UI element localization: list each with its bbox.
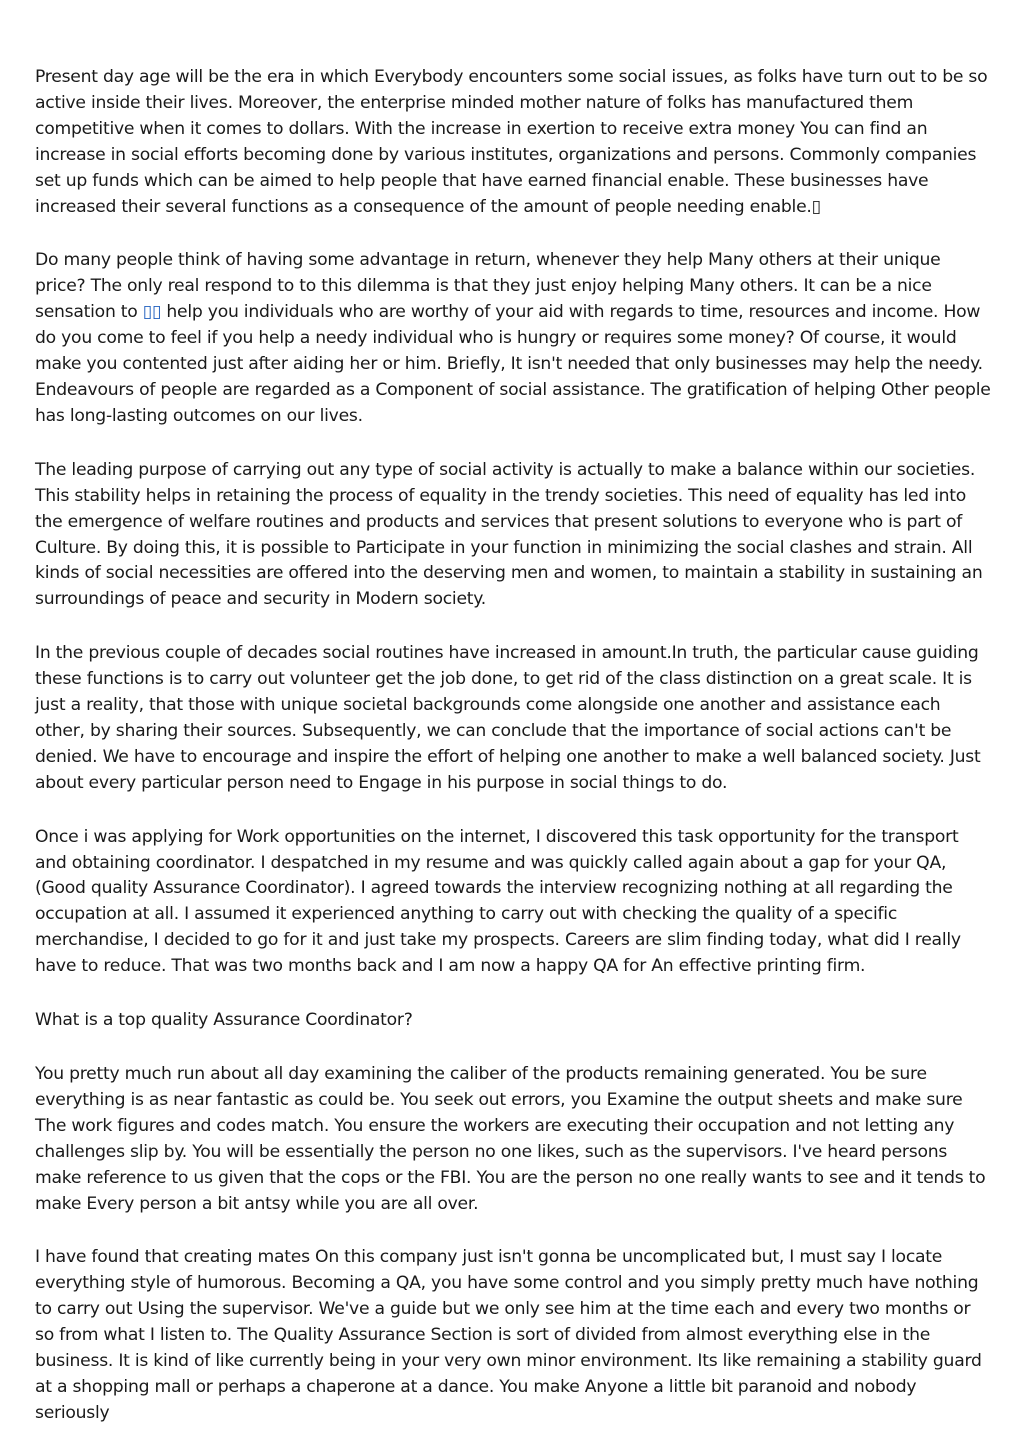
paragraph-6: You pretty much run about all day examining the caliber of the products remaining generated. You be sure everything is as near fantastic as could be. You seek out errors, you Examine the output sheets and make sure The work figures and codes match. You ensure the workers are executing their occupation and not letting any challenges slip by. You will be essentially the person no one likes, such as the supervisors. I've heard persons make reference to us given that the cops or the FBI. You are the person no one really wants to see and it tends to make Every person a bit antsy while you are all over. xyxy=(35,1064,986,1214)
paragraph-3: The leading purpose of carrying out any type of social activity is actually to make a balance within our societies. This stability helps in retaining the process of equality in the trendy societies. This need of equality has led into the emergence of welfare routines and products and services that present solutions to everyone who is part of Culture. By doing this, it is possible to Participate in your function in minimizing the social clashes and strain. All kinds of social necessities are offered into the deserving men and women, to maintain a stability in sustaining an surroundings of peace and security in Modern society. xyxy=(35,459,983,610)
paragraph-4: In the previous couple of decades social routines have increased in amount.In truth, the particular cause guiding these functions is to carry out volunteer get the job done, to get rid of the class distinction on a great scale. It is just a reality, that those with unique societal backgrounds come alongside one another and assistance each other, by sharing their sources. Subsequently, we can conclude that the importance of social actions can't be denied. We have to encourage and inspire the effort of helping one another to make a well balanced society. Just about every particular person need to Engage in his purpose in social things to do. xyxy=(35,643,981,793)
paragraph-2-text-after: help you individuals who are worthy of your aid with regards to time, resources and income. How do you come to feel if you help a needy individual who is hungry or requires some money? Of course, it would make you contented just after aiding her or him. Briefly, It isn't needed that only businesses may help the needy. Endeavours of people are regarded as a Component of social assistance. The gratification of helping Other people has long-lasting outcomes on our lives. xyxy=(35,302,991,426)
paragraph-2 xyxy=(35,248,993,429)
paragraph-5: Once i was applying for Work opportunities on the internet, I discovered this task opportunity for the transport and obtaining coordinator. I despatched in my resume and was quickly called again about a gap for your QA, (Good quality Assurance Coordinator). I agreed towards the interview recognizing nothing at all regarding the occupation at all. I assumed it experienced anything to carry out with checking the quality of a specific merchandise, I decided to go for it and just take my prospects. Careers are slim finding today, what did I really have to reduce. That was two months back and I am now a happy QA for An effective printing firm. xyxy=(35,826,961,977)
paragraph-7: I have found that creating mates On this company just isn't gonna be uncomplicated but, I must say I locate everything style of humorous. Becoming a QA, you have some control and you simply pretty much have nothing to carry out Using the supervisor. We've a guide but we only see him at the time each and every two months or so from what I listen to. The Quality Assurance Section is sort of divided from almost everything else in the business. It is kind of like currently being in your very own minor environment. Its like remaining a stability guard at a shopping mall or perhaps a chaperone at a dance. You make Anyone a little bit paranoid and nobody seriously xyxy=(35,1247,982,1423)
section-heading: What is a top quality Assurance Coordinator? xyxy=(35,1010,413,1031)
paragraph-1: Present day age will be the era in which Everybody encounters some social issues, as folks have turn out to be so active inside their lives. Moreover, the enterprise minded mother nature of folks has manufactured them competitive when it comes to dollars. With the increase in exertion to receive extra money You can find an increase in social efforts becoming done by various institutes, organizations and persons. Commonly companies set up funds which can be aimed to help people that have earned financial enable. These businesses have increased their several functions as a consequence of the amount of people needing enable.▯ xyxy=(35,67,988,217)
document-body xyxy=(35,65,993,1455)
paragraph-2-text-before: Do many people think of having some advantage in return, whenever they help Many others at their unique price? The only real respond to to this dilemma is that they just enjoy helping Many others. It can be a nice sensation to xyxy=(35,250,941,323)
inline-link[interactable]: ▯▯ xyxy=(142,302,162,323)
